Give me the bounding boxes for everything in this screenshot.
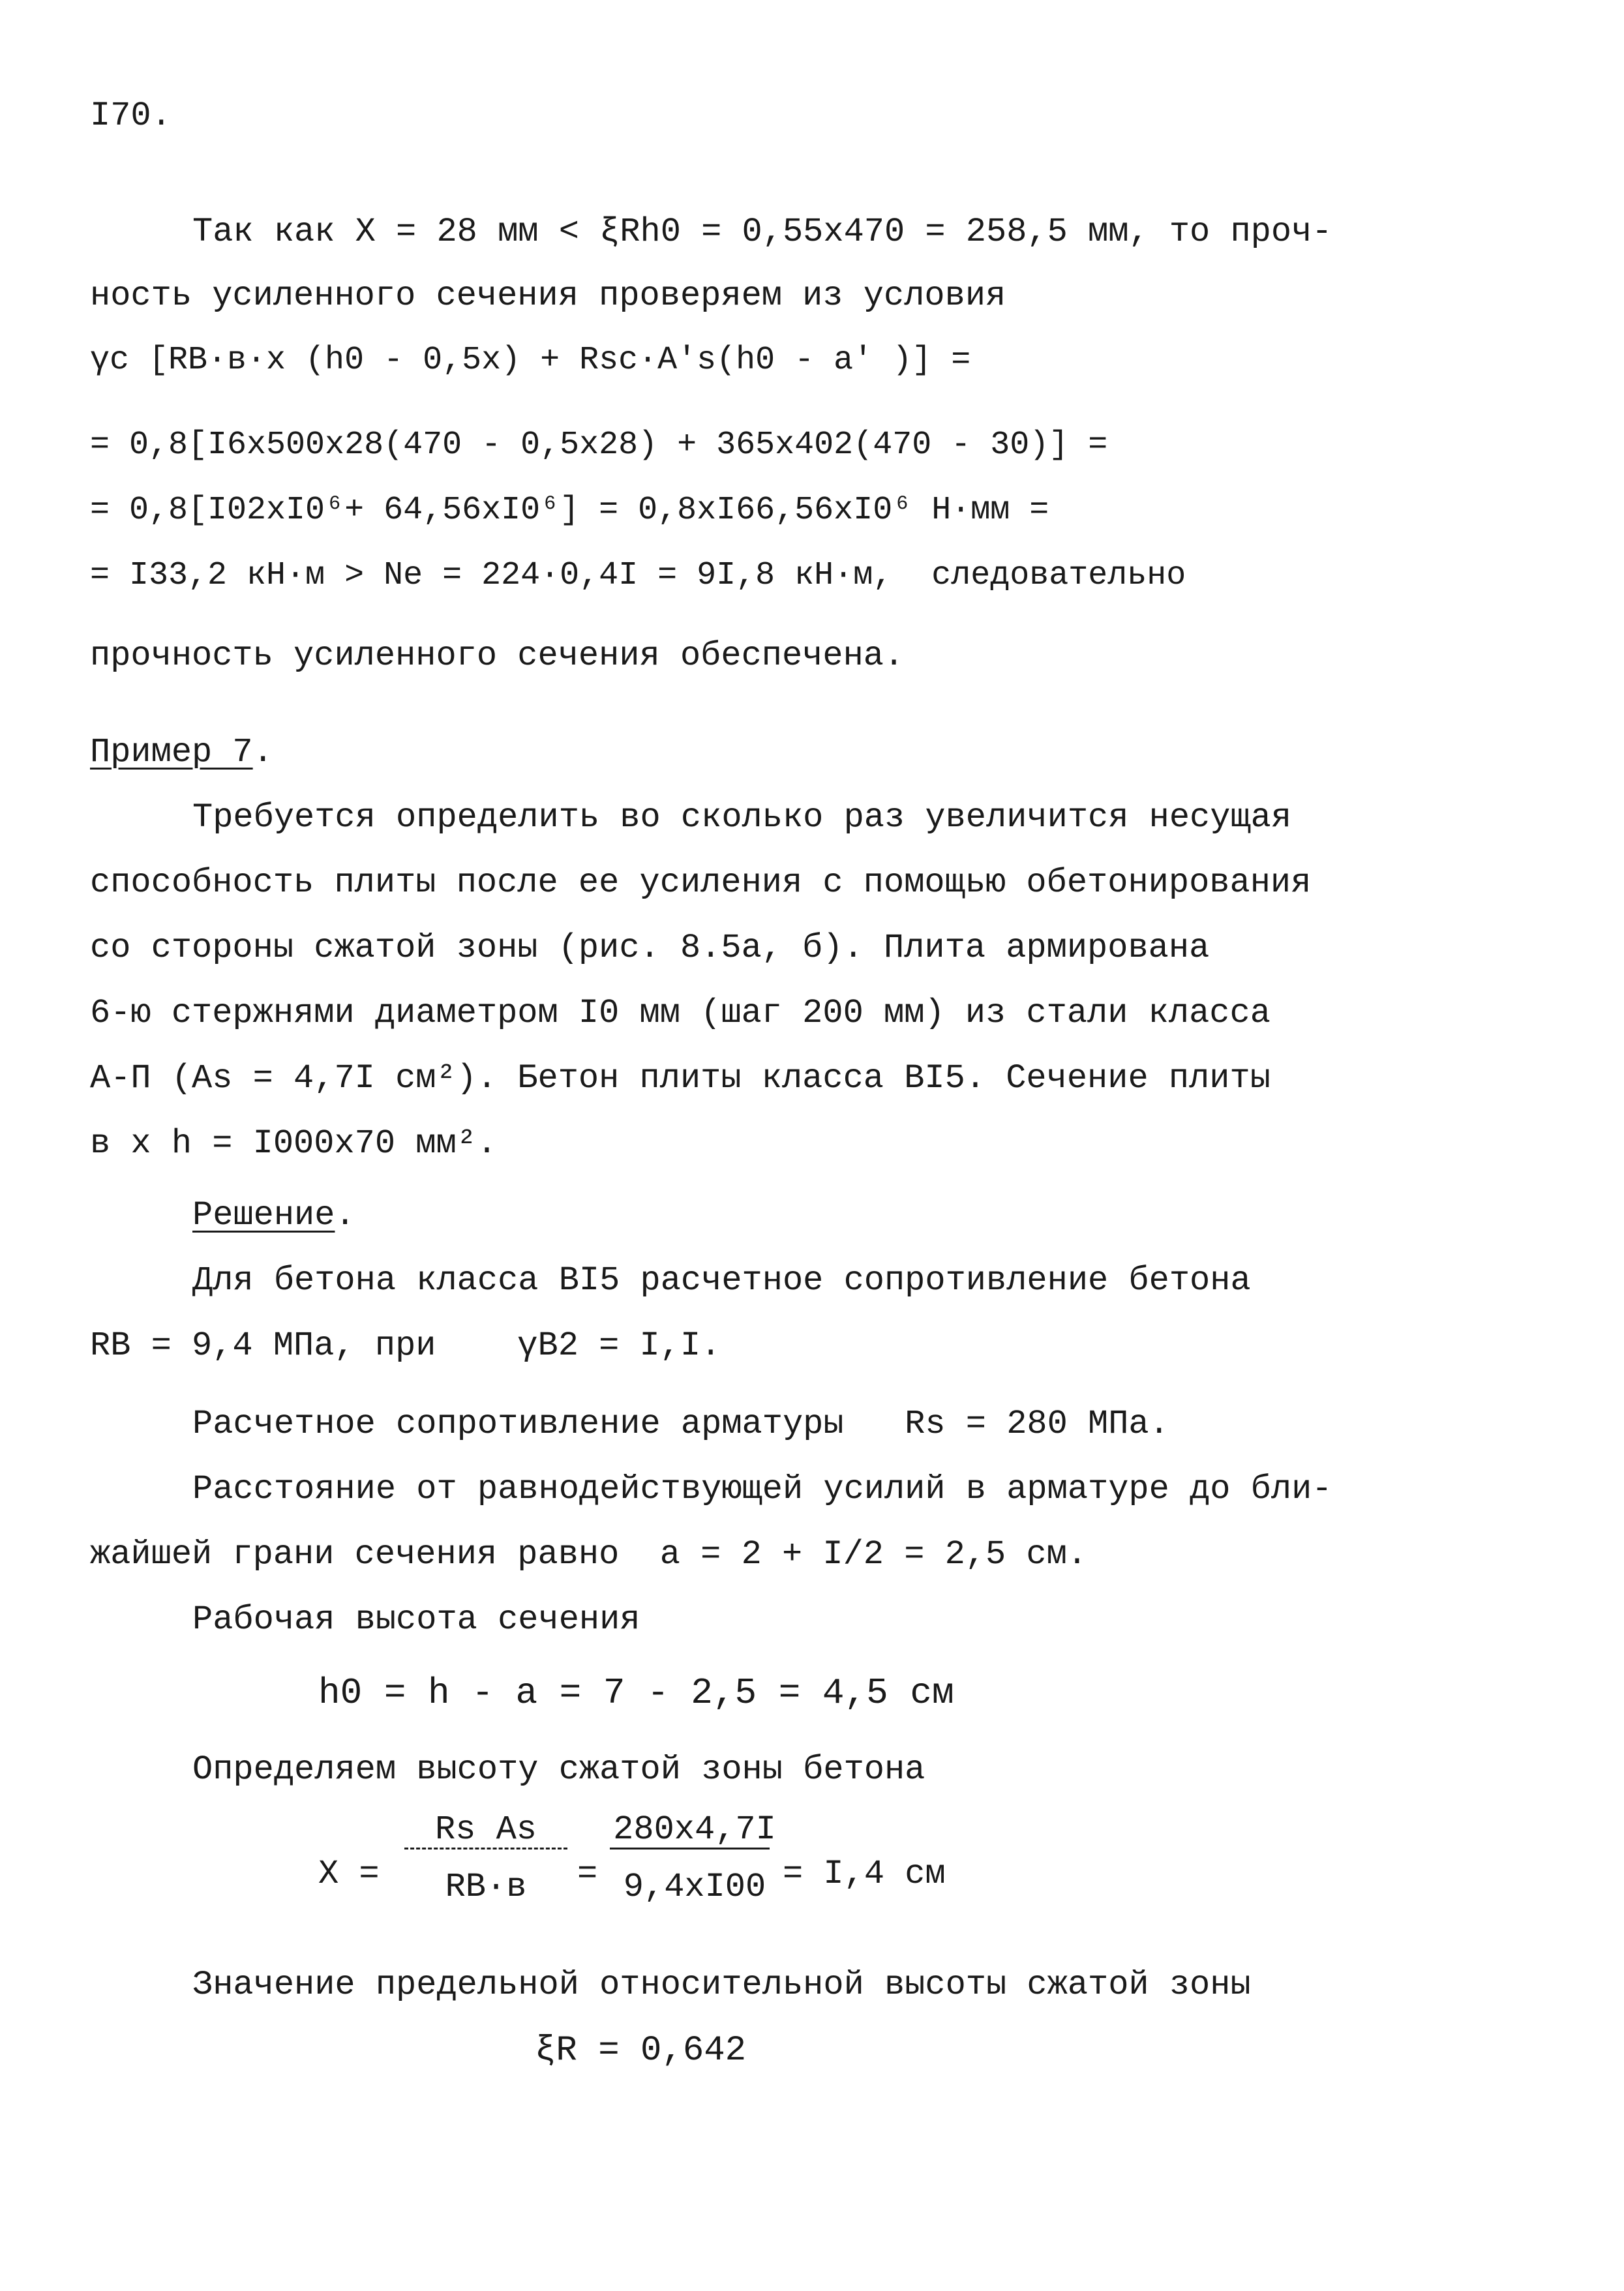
formula-x-result: = I,4 см (783, 1855, 946, 1893)
solution-heading: Решение. (192, 1196, 355, 1235)
formula-x-denominator-values: 9,4xI00 (623, 1868, 766, 1906)
paragraph-line: Требуется определить во сколько раз увеличится несущая (192, 798, 1292, 837)
paragraph-line: Расчетное сопротивление арматуры Rs = 280 МПа. (192, 1405, 1169, 1443)
paragraph-line: прочность усиленного сечения обеспечена. (90, 636, 905, 675)
formula-line: = I33,2 кН·м > Ne = 224·0,4I = 9I,8 кН·м, следовательно (90, 557, 1186, 594)
paragraph-line: со стороны сжатой зоны (рис. 8.5а, б). Плита армирована (90, 929, 1210, 967)
paragraph-line: жайшей грани сечения равно a = 2 + I/2 = 2,5 см. (90, 1535, 1088, 1574)
paragraph-line: в x h = I000x70 мм². (90, 1124, 498, 1163)
page-number: I70. (90, 97, 172, 135)
formula-x-numerator: Rs As (434, 1810, 537, 1849)
paragraph-line: 6-ю стержнями диаметром I0 мм (шаг 200 мм) из стали класса (90, 994, 1271, 1032)
formula-line: = 0,8[I6x500x28(470 - 0,5x28) + 365x402(470 - 30)] = (90, 427, 1108, 464)
formula-h0: h0 = h - a = 7 - 2,5 = 4,5 см (318, 1672, 954, 1714)
formula-x-numerator-values: 280x4,7I (613, 1810, 776, 1849)
formula-line: γc [RB·в·x (h0 - 0,5x) + Rsc·A's(h0 - a' )] = (90, 342, 971, 379)
paragraph-line: RB = 9,4 МПа, при γB2 = I,I. (90, 1326, 721, 1365)
paragraph-line: Расстояние от равнодействующей усилий в арматуре до бли- (192, 1470, 1332, 1508)
paragraph-line: А-П (As = 4,7I см²). Бетон плиты класса ВI5. Сечение плиты (90, 1059, 1271, 1098)
formula-equals: = (577, 1855, 598, 1893)
paragraph-line: Рабочая высота сечения (192, 1600, 640, 1639)
fraction-bar (404, 1848, 567, 1849)
formula-x-left: X = (318, 1855, 380, 1893)
formula-line: = 0,8[I02xI0⁶+ 64,56xI0⁶] = 0,8xI66,56xI0⁶ Н·мм = (90, 492, 1049, 529)
formula-x-denominator: RB·в (445, 1868, 527, 1906)
paragraph-line: способность плиты после ее усиления с помощью обетонирования (90, 863, 1312, 902)
paragraph-line: Так как X = 28 мм < ξRh0 = 0,55x470 = 258,5 мм, то проч- (192, 213, 1332, 251)
paragraph-line: Для бетона класса ВI5 расчетное сопротивление бетона (192, 1261, 1251, 1300)
paragraph-line: Определяем высоту сжатой зоны бетона (192, 1750, 925, 1789)
paragraph-line: ность усиленного сечения проверяем из условия (90, 277, 1006, 315)
example-heading: Пример 7. (90, 733, 273, 771)
fraction-bar (610, 1848, 770, 1849)
formula-xi-r: ξR = 0,642 (535, 2031, 747, 2071)
paragraph-line: Значение предельной относительной высоты сжатой зоны (192, 1966, 1251, 2004)
